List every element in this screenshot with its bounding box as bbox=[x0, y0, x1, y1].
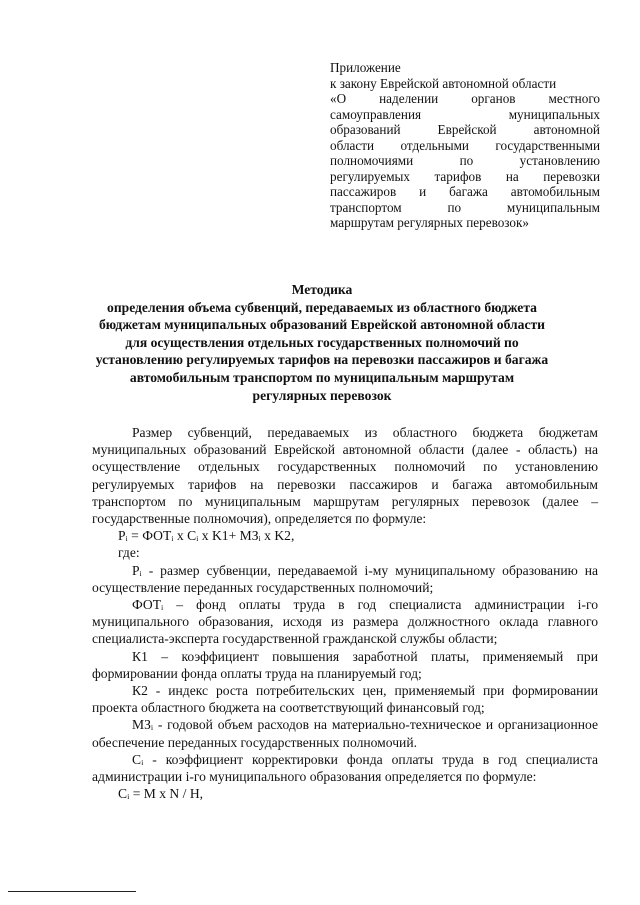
title-subtitle: определения объема субвенций, передаваемых из областного бюджета бюджетам муниципальных образований Еврейской автономной области для осуществления отдельных государственных полномочий по установлению регулируемых тарифов на перевозки пассажиров и багажа автомобильным транспортом по муниципальным маршрутам регулярных перевозок bbox=[95, 299, 549, 403]
footnote-divider bbox=[8, 891, 136, 892]
appendix-line: самоуправления муниципальных bbox=[330, 106, 600, 122]
appendix-line: образований Еврейской автономной bbox=[330, 122, 600, 137]
definition-mz: МЗᵢ - годовой объем расходов на материально-техническое и организационное обеспечение переданных государственных полномочий. bbox=[92, 717, 598, 750]
definition-k1: К1 – коэффициент повышения заработной платы, применяемый при формировании фонда оплаты труда на планируемый год; bbox=[92, 648, 598, 681]
appendix-line: «О наделении органов местного bbox=[330, 91, 600, 106]
formula-subvention: Pᵢ = ФОТᵢ x Cᵢ x K1+ МЗᵢ x K2, bbox=[118, 528, 295, 544]
appendix-line: Приложение bbox=[330, 60, 401, 75]
appendix-line: маршрутам регулярных перевозок» bbox=[330, 215, 530, 230]
definition-k2: К2 - индекс роста потребительских цен, применяемый при формировании проекта областного бюджета на соответствующий финансовый год; bbox=[92, 683, 598, 716]
methodology-title bbox=[92, 281, 552, 404]
appendix-line: к закону Еврейской автономной области bbox=[330, 75, 557, 91]
appendix-line: области отдельными государственными bbox=[330, 137, 600, 153]
appendix-line: транспортом по муниципальным bbox=[330, 199, 600, 215]
intro-paragraph: Размер субвенций, передаваемых из областного бюджета бюджетам муниципальных образований Еврейской автономной области (далее - область) на осуществление отдельных государственных полномочий по установлению регулируемых тарифов на перевозки пассажиров и багажа автомобильным транспортом по муниципальным маршрутам регулярных перевозок (далее – государственные полномочия), определяется по формуле: bbox=[92, 425, 598, 527]
appendix-header bbox=[330, 60, 600, 231]
title-heading: Методика bbox=[291, 282, 353, 297]
formula-correction: Cᵢ = M x N / H, bbox=[118, 786, 204, 802]
appendix-line: пассажиров и багажа автомобильным bbox=[330, 184, 600, 199]
where-label: где: bbox=[118, 545, 140, 561]
definition-c: Cᵢ - коэффициент корректировки фонда оплаты труда в год специалиста администрации i-го муниципального образования определяется по формуле: bbox=[92, 751, 598, 785]
appendix-line: регулируемых тарифов на перевозки bbox=[330, 168, 600, 184]
definition-fot: ФОТᵢ – фонд оплаты труда в год специалиста администрации i-го муниципального образования, исходя из размера должностного оклада главного специалиста-эксперта государственной гражданской службы области; bbox=[92, 597, 598, 647]
document-body bbox=[92, 424, 598, 802]
definition-p: Pᵢ - размер субвенции, передаваемой i-му муниципальному образованию на осуществление переданных государственных полномочий; bbox=[92, 562, 598, 595]
appendix-line: полномочиями по установлению bbox=[330, 153, 600, 168]
